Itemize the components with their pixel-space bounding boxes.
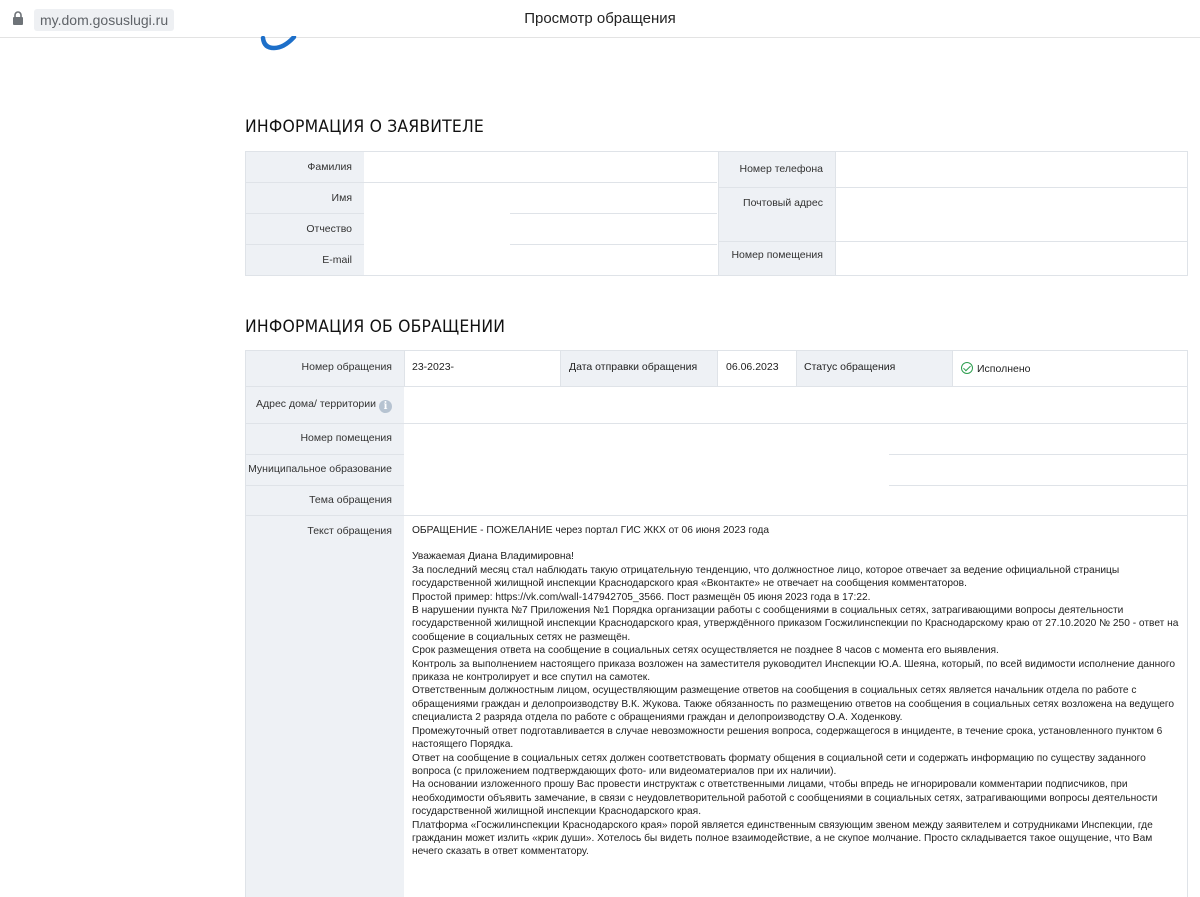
appeal-text-paragraph: Уважаемая Диана Владимировна! [412,551,575,563]
page-title: Просмотр обращения [524,10,676,27]
appeal-section-heading: ИНФОРМАЦИЯ ОБ ОБРАЩЕНИИ [245,317,506,337]
phone-label: Номер телефона [718,152,835,188]
address-value-line [889,423,1187,424]
appeal-info-table [245,350,1188,897]
postal-address-value [835,188,1187,242]
appeal-text-paragraph: Ответ на сообщение в социальных сетях должен соответствовать формату общения в социальной сети и содержать информацию по существу заданного вопроса (с приложением подтверждающих фото- или видеоматериалов при их наличии). [412,752,1146,777]
status-label: Статус обращения [796,351,952,386]
room-number-label: Номер помещения [718,242,835,275]
first-name-value-line [510,183,717,214]
room-number-value [835,242,1187,275]
email-label: E-mail [246,245,364,275]
appeal-text-body [412,524,1182,859]
info-icon[interactable]: i [379,400,392,413]
appeal-header-row [246,351,1187,387]
address-label-cell [246,387,404,424]
applicant-info-table [245,151,1188,276]
status-value-cell [952,351,1187,386]
appeal-text-paragraph: Платформа «Госжилинспекции Краснодарского края» порой является единственным связующим звеном между заявителем и сотрудниками Инспекции, где гражданин может излить «крик души». Хотелось бы видеть полное взаимодействие, а не скупое молчание. Просто складывается такое ощущение, что Вам нечего сказать в ответ комментатору. [412,819,1153,858]
appeal-room-value-line [889,454,1187,455]
phone-value [835,152,1187,188]
appeal-text-paragraph: За последний месяц стал наблюдать такую отрицательную тенденцию, что должностное лицо, которое отвечает за ведение официальной страницы государственной жилищной инспекции Краснодарского края «Вконтакте» не отвечает на сообщения комментаторов. [412,564,1120,590]
last-name-label: Фамилия [246,152,364,183]
topic-value-line [404,515,1187,516]
patronymic-label: Отчество [246,214,364,245]
address-label: Адрес дома/ территории [255,398,376,410]
applicant-section-heading: ИНФОРМАЦИЯ О ЗАЯВИТЕЛЕ [245,117,484,137]
patronymic-value-line [510,214,717,245]
postal-address-label: Почтовый адрес [718,188,835,242]
last-name-value [364,152,717,183]
appeal-text-paragraph: Простой пример: https://vk.com/wall-147942705_3566. Пост размещён 05 июня 2023 года в 17:22. [412,591,871,603]
municipality-value-line [889,485,1187,486]
appeal-text-paragraph: В нарушении пункта №7 Приложения №1 Порядка организации работы с сообщениями в социальных сетях, затрагивающими вопросы деятельности государственной жилищной инспекции Краснодарского края, утверждённого приказом Госжилинспекции по Краснодарскому краю от 27.10.2020 № 250 - ответ на сообщение в социальных сетях не размещён. [412,605,1179,643]
appeal-text-paragraph: Контроль за выполнением настоящего приказа возложен на заместителя руководител Инспекции Ю.А. Шеяна, который, по всей видимости исполнение данного приказа не контролирует и все спутил на самотек. [412,658,1176,684]
text-label: Текст обращения [246,516,404,897]
appeal-number-value: 23-2023- [404,351,560,386]
appeal-text-paragraph: Промежуточный ответ подготавливается в случае невозможности решения вопроса, содержащегося в инциденте, в течение срока, установленного пунктом 6 настоящего Порядка. [412,725,1163,751]
appeal-text-paragraph: Срок размещения ответа на сообщение в социальных сетях осуществляется не позднее 8 часов с момента его выявления. [412,645,999,657]
appeal-text-title: ОБРАЩЕНИЕ - ПОЖЕЛАНИЕ через портал ГИС ЖКХ от 06 июня 2023 года [412,525,770,536]
municipality-label: Муниципальное образование [246,455,404,486]
url-bar[interactable]: my.dom.gosuslugi.ru [34,9,174,31]
check-circle-icon [961,362,973,374]
topic-label: Тема обращения [246,486,404,516]
appeal-text-paragraph: На основании изложенного прошу Вас провести инструктаж с ответственными лицами, чтобы впредь не игнорировали комментарии подписчиков, при необходимости объявить замечание, в связи с неудовлетворительной работой с сообщениями в социальных сетях, затрагивающими вопросы деятельности государственной жилищной инспекции Краснодарского края. [412,779,1158,818]
appeal-room-label: Номер помещения [246,424,404,455]
send-date-value: 06.06.2023 [717,351,796,386]
browser-top-bar [0,0,1200,38]
appeal-number-label: Номер обращения [246,351,404,386]
appeal-text-paragraph: Ответственным должностным лицом, осуществляющим размещение ответов на сообщения в социальных сетях является начальник отдела по работе с обращениями граждан и делопроизводству В.К. Жукова. Также обязанность по размещению ответов на сообщения в социальных сетях возложена на ведущего специалиста 2 разряда отдела по работе с обращениями граждан и делопроизводству О.А. Ходенкову. [412,685,1175,724]
status-value: Исполнено [977,363,1031,375]
send-date-label: Дата отправки обращения [560,351,717,386]
address-value [404,423,889,424]
logo-fragment [260,36,300,56]
first-name-label: Имя [246,183,364,214]
